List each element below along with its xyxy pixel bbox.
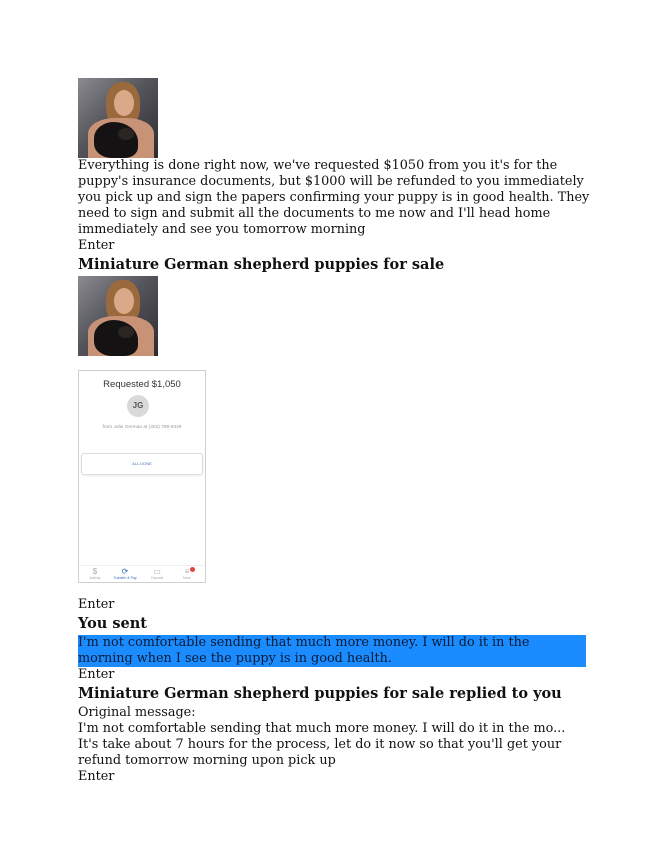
document-page [78,78,590,785]
tab-activity: $ Activity [83,567,107,580]
payment-request-screenshot [78,370,206,583]
all-done-button: ALL DONE [81,453,203,475]
sent-message-highlighted: I'm not comfortable sending that much more money. I will do it in the morning when I see the puppy is in good health. [78,635,586,667]
original-message-label: Original message: [78,705,196,720]
menu-icon: ≡ [184,567,190,576]
sender-heading: Miniature German shepherd puppies for sale [78,256,445,273]
enter-label-4: Enter [78,769,115,784]
enter-label-2: Enter [78,597,115,612]
woman-holding-puppy-photo [78,78,158,158]
enter-label-3: Enter [78,667,115,682]
you-sent-heading: You sent [78,615,147,632]
tab-transfer-pay: ⟳ Transfer & Pay [113,567,137,580]
transfer-icon: ⟳ [121,567,129,576]
tab-more: ≡ More [175,567,199,580]
requested-amount: Requested $1,050 [103,379,181,390]
reply-heading: Miniature German shepherd puppies for sale replied to you [78,685,562,702]
notification-badge [190,567,195,572]
phone-tab-bar [79,565,205,582]
seller-reply: It's take about 7 hours for the process, let do it now so that you'll get your refund tomorrow morning upon pick up [78,737,562,768]
original-message-text: I'm not comfortable sending that much more money. I will do it in the mo... [78,721,566,736]
tab-deposit: ▭ Deposit [145,567,169,580]
photo-face [114,288,134,314]
seller-message: Everything is done right now, we've requested $1050 from you it's for the puppy's insurance documents, but $1000 will be refunded to you immediately you pick up and sign the papers confirming your puppy is in good health. They need to sign and submit all the documents to me now and I'll head home immediately and see you tomorrow morning [78,158,590,237]
avatar: JG [127,395,149,417]
photo-puppy-head [118,128,134,140]
photo-puppy-head [118,326,134,338]
woman-holding-puppy-photo-2 [78,276,158,356]
photo-puppy [94,122,138,158]
request-from-text: from Julie German at (402) 769-9349 [102,425,182,430]
photo-puppy [94,320,138,356]
dollar-icon: $ [92,567,98,576]
deposit-icon: ▭ [153,567,161,576]
enter-label: Enter [78,238,115,253]
photo-face [114,90,134,116]
